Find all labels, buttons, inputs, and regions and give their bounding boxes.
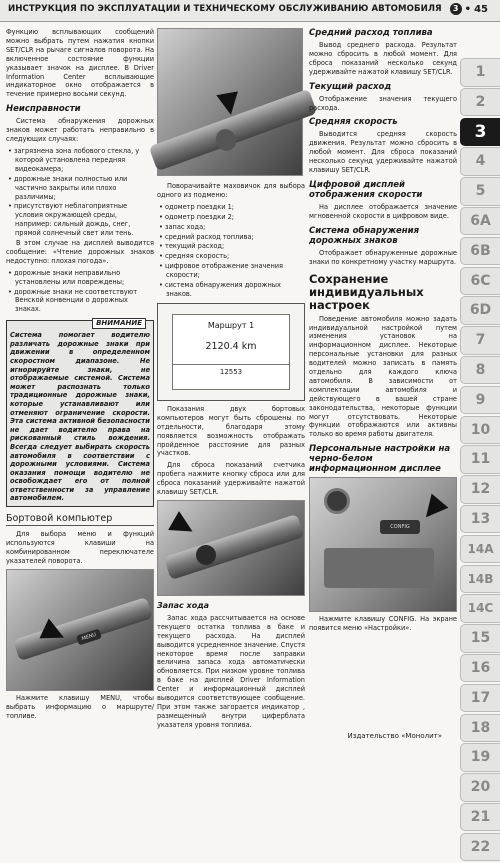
pointer-arrow-icon: [216, 91, 241, 116]
chapter-tab[interactable]: 20: [460, 773, 500, 802]
chapter-tab[interactable]: 5: [460, 177, 500, 206]
fault-item: • дорожные знаки неправильно установлены или повреждены;: [8, 268, 125, 286]
chapter-tab[interactable]: 14A: [460, 535, 500, 564]
current-consumption-text: Отображение значения текущего расхода.: [309, 94, 457, 112]
reset-text-1: Показания двух бортовых компьютеров могут быть сброшены по отдельности, благодаря этому появляется возможность отображать пройденное расстояние для разных участков.: [157, 404, 305, 458]
chapter-tab[interactable]: 22: [460, 833, 500, 862]
publisher-footer: Издательство «Монолит»: [347, 732, 442, 740]
range-text: Запас хода рассчитывается на основе текущего остатка топлива в баке и текущего расхода. На дисплей выводится усредненное значение. Спустя некоторое время после заправки величина запаса хода автоматически обновляется. При низком уровне топлива в баке на дисплей Driver Information Center и информационный дисплей выводится соответствующее сообщение. При этом также загорается индикатор , размещенный внутри циферблата указателя уровня топлива.: [157, 613, 305, 729]
chapter-tab[interactable]: 6A: [460, 207, 500, 236]
avg-fuel-title: Средний расход топлива: [309, 28, 433, 38]
column-3: [309, 28, 457, 636]
chapter-tab[interactable]: 14B: [460, 565, 500, 594]
chapter-tab[interactable]: 12: [460, 475, 500, 504]
display-title: Маршрут 1: [207, 320, 255, 330]
config-panel-figure: [309, 477, 457, 612]
chapter-tab[interactable]: 11: [460, 445, 500, 474]
stalk-figure-top: [157, 28, 303, 176]
config-caption: Нажмите клавишу CONFIG. На экране появится меню «Настройки».: [309, 615, 457, 633]
submenu-item: • одометр поездки 2;: [159, 212, 235, 221]
column-2: [157, 182, 305, 733]
fault-item: • присутствуют неблагоприятные условия окружающей среды, например: сильный дождь, снег, прямой солнечный свет или тень.: [8, 202, 134, 238]
board-computer-text: Для выбора меню и функций используются клавиши на комбинированном переключателе указателей поворота.: [6, 530, 154, 565]
submenu-item: • система обнаружения дорожных знаков.: [159, 281, 281, 298]
faults-message: В этом случае на дисплей выводится сообщение: «Чтение дорожных знаков недоступно: плохая погода».: [6, 239, 154, 265]
submenu-item: • цифровое отображение значения скорости;: [159, 262, 284, 280]
sign-detection-text: Отображает обнаруженные дорожные знаки по конкретному участку маршрута.: [309, 248, 457, 266]
display-km: 2120.4 km: [205, 340, 257, 352]
faults-intro: Система обнаружения дорожных знаков может работать неправильно в следующих случаях:: [6, 117, 154, 144]
menu-caption: Нажмите клавишу MENU, чтобы выбрать информацию о маршруте/топливе.: [6, 693, 154, 720]
current-consumption-title: Текущий расход: [309, 81, 392, 92]
chapter-icon: 3: [450, 3, 462, 15]
menu-stalk-figure: [6, 569, 154, 691]
chapter-tab[interactable]: 13: [460, 505, 500, 534]
chapter-tab[interactable]: 14C: [460, 594, 500, 623]
pointer-arrow-icon: [418, 494, 449, 525]
chapter-tab[interactable]: 6C: [460, 267, 500, 296]
chapter-tab[interactable]: 21: [460, 803, 500, 832]
chapter-tab[interactable]: 4: [460, 147, 500, 176]
header-title: ИНСТРУКЦИЯ ПО ЭКСПЛУАТАЦИИ И ТЕХНИЧЕСКОМУ ОБСЛУЖИВАНИЮ АВТОМОБИЛЯ: [8, 4, 442, 14]
chapter-tab[interactable]: 17: [460, 684, 500, 713]
chapter-tab[interactable]: 6D: [460, 296, 500, 325]
fault-item: • дорожные знаки не соответствуют Венской конвенции о дорожных знаках.: [8, 287, 138, 314]
chapter-tab[interactable]: 10: [460, 416, 500, 445]
fault-item: • загрязнена зона лобового стекла, у которой установлена передняя видеокамера;: [8, 146, 140, 173]
submenu-item: • текущий расход;: [159, 242, 225, 251]
pointer-arrow-icon: [168, 511, 198, 541]
warning-box: [6, 320, 154, 507]
chapter-tab[interactable]: 1: [460, 58, 500, 87]
header-page: 3 • 45: [450, 3, 488, 15]
display-odo: 12553: [173, 364, 289, 377]
range-title: Запас хода: [157, 600, 210, 610]
warning-label: ВНИМАНИЕ: [92, 318, 146, 329]
chapter-tabs: [460, 58, 500, 863]
submenu-item: • средняя скорость;: [159, 252, 230, 261]
save-settings-title: Сохранение индивидуальных настроек: [309, 271, 424, 312]
reset-text-2: Для сброса показаний счетчика пробега нажмите кнопку сброса или для сброса показаний удерживайте нажатой клавишу SET/CLR.: [157, 461, 305, 497]
chapter-tab[interactable]: 7: [460, 326, 500, 355]
menu-button[interactable]: MENU: [76, 628, 102, 645]
fault-item: • дорожные знаки полностью или частично закрыты или плохо различимы;: [8, 174, 128, 201]
page-header: [0, 0, 500, 22]
chapter-tab[interactable]: 16: [460, 654, 500, 683]
column-1: [6, 28, 154, 723]
config-button[interactable]: CONFIG: [380, 520, 420, 534]
digital-speed-title: Цифровой дисплей отображения скорости: [309, 179, 423, 200]
chapter-tab[interactable]: 18: [460, 714, 500, 743]
chapter-tab[interactable]: 15: [460, 624, 500, 653]
personal-settings-title: Персональные настройки на черно-белом информационном дисплее: [309, 444, 451, 475]
intro-text: Функцию всплывающих сообщений можно выбрать путем нажатия кнопки SET/CLR на рычаге сигналов поворота. На включенное состояние функции указывает значок на дисплее. В Driver Information Center всплывающие индикаторное окно отображается в течение примерно восьми секунд.: [6, 28, 154, 99]
trip-display-figure: [157, 303, 305, 401]
submenu-item: • одометр поездки 1;: [159, 202, 235, 211]
avg-speed-title: Средняя скорость: [309, 117, 398, 128]
digital-speed-text: На дисплее отображается значение мгновенной скорости в цифровом виде.: [309, 202, 457, 220]
submenu-item: • запас хода;: [159, 222, 206, 231]
warning-text: Система помогает водителю различать дорожные знаки при движении в определенном скоростном диапазоне. Не игнорируйте знаки, не отображаемые системой. Система может распознать только традиционные дорожные знаки, которые устанавливают или отменяют ограничение скорости. Эта система активной безопасности не дает водителю права на рискованный стиль вождения. Всегда следует выбирать скорость автомобиля в соответствии с дорожными условиями. Система оказания помощи водителю не освобождает его от полной ответственности за управление автомобилем.: [10, 331, 150, 503]
rotate-text: Поворачивайте маховичок для выбора одного из подменю:: [157, 182, 305, 199]
sign-detection-title: Система обнаружения дорожных знаков: [309, 225, 420, 246]
faults-title: Неисправности: [6, 104, 81, 115]
chapter-tab[interactable]: 3: [460, 118, 500, 147]
chapter-tab[interactable]: 6B: [460, 237, 500, 266]
reset-stalk-figure: [157, 500, 305, 596]
chapter-tab[interactable]: 2: [460, 88, 500, 117]
chapter-tab[interactable]: 8: [460, 356, 500, 385]
avg-speed-text: Выводится средняя скорость движения. Результат можно сбросить в любой момент. Для сброса показаний несколько секунд удерживайте нажатой клавишу SET/CLR.: [309, 130, 457, 175]
page-number: 45: [474, 3, 488, 15]
chapter-tab[interactable]: 9: [460, 386, 500, 415]
submenu-item: • средний расход топлива;: [159, 232, 254, 241]
avg-fuel-text: Вывод среднего расхода. Результат можно сбросить в любой момент. Для сброса показаний несколько секунд удерживайте нажатой клавишу SET/CLR.: [309, 41, 457, 76]
board-computer-title: Бортовой компьютер: [6, 513, 154, 526]
chapter-tab[interactable]: 19: [460, 743, 500, 772]
save-settings-text: Поведение автомобиля можно задать индивидуальной настройкой путем изменения установок на информационном дисплее. Некоторые персональные установки для разных водителей можно записать в память отдельно для каждого ключа автомобиля. В зависимости от комплектации автомобиля и действующего в вашей стране законодательства, некоторые функции могут отсутствовать. Некоторые функции отображаются или активны только во время работы двигателя.: [309, 314, 457, 439]
